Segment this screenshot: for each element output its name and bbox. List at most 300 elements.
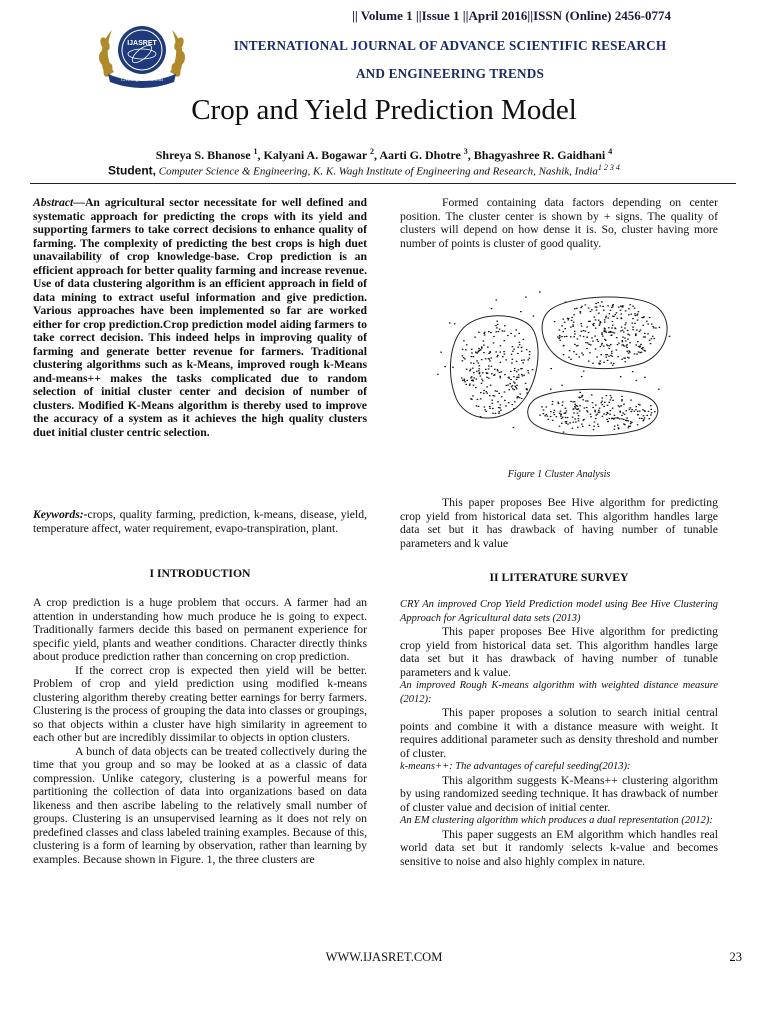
cluster-point bbox=[637, 341, 639, 342]
cluster-point bbox=[652, 336, 654, 337]
cluster-point bbox=[529, 351, 531, 352]
cluster-point bbox=[612, 321, 614, 322]
cluster-point bbox=[599, 412, 601, 413]
cluster-point bbox=[478, 406, 480, 407]
cluster-point bbox=[564, 336, 566, 337]
cluster-point bbox=[573, 351, 575, 352]
entry-title: k-means++: The advantages of careful seeding(2013): bbox=[400, 761, 631, 772]
cluster-point bbox=[581, 331, 583, 332]
cluster-point bbox=[647, 323, 649, 324]
cluster-point bbox=[586, 326, 588, 327]
cluster-point bbox=[608, 332, 610, 333]
cluster-point bbox=[610, 362, 612, 363]
cluster-point bbox=[525, 383, 527, 384]
cluster-point bbox=[502, 330, 504, 331]
cluster-point bbox=[590, 416, 592, 417]
cluster-point bbox=[643, 415, 645, 416]
cluster-point bbox=[480, 375, 482, 376]
cluster-point bbox=[629, 426, 631, 427]
cluster-point bbox=[512, 404, 514, 405]
cluster-point bbox=[480, 416, 482, 417]
cluster-point bbox=[510, 371, 512, 372]
cluster-point bbox=[499, 407, 501, 408]
cluster-point bbox=[606, 419, 608, 420]
cluster-point bbox=[597, 302, 599, 303]
cluster-point bbox=[499, 329, 501, 330]
cluster-point bbox=[516, 385, 518, 386]
cluster-point bbox=[512, 351, 514, 352]
cluster-point bbox=[532, 369, 534, 370]
cluster-point bbox=[565, 408, 567, 409]
cluster-point bbox=[511, 363, 513, 364]
cluster-point bbox=[560, 414, 562, 415]
cluster-point bbox=[563, 345, 565, 346]
cluster-point bbox=[625, 340, 627, 341]
cluster-point bbox=[605, 317, 607, 318]
cluster-point bbox=[567, 319, 569, 320]
cluster-point bbox=[566, 336, 568, 337]
cluster-point bbox=[612, 400, 614, 401]
cluster-point bbox=[630, 304, 632, 305]
cluster-point bbox=[610, 344, 612, 345]
cluster-point bbox=[481, 346, 483, 347]
entry-text: This paper proposes a solution to search initial central points and combine it with a distance measure with weight. It requires additional parameter such as density threshold and number of cluster. bbox=[400, 706, 718, 760]
cluster-point bbox=[560, 416, 562, 417]
cluster-point bbox=[489, 395, 491, 396]
cluster-point bbox=[561, 418, 563, 419]
right-paragraph bbox=[400, 496, 718, 550]
cluster-point bbox=[578, 397, 580, 398]
cluster-point bbox=[526, 389, 528, 390]
cluster-point bbox=[437, 374, 439, 375]
affiliation-text: Computer Science & Engineering, K. K. Wagh Institute of Engineering and Research, Nashik, India bbox=[158, 165, 598, 178]
cluster-point bbox=[585, 342, 587, 343]
cluster-point bbox=[479, 368, 481, 369]
affiliation bbox=[108, 163, 748, 178]
cluster-point bbox=[521, 398, 523, 399]
cluster-point bbox=[520, 368, 522, 369]
cluster-point bbox=[487, 347, 489, 348]
cluster-point bbox=[612, 356, 614, 357]
cluster-point bbox=[504, 400, 506, 401]
cluster-point bbox=[504, 340, 506, 341]
cluster-point bbox=[620, 310, 622, 311]
cluster-point bbox=[567, 424, 569, 425]
cluster-point bbox=[614, 429, 616, 430]
cluster-point bbox=[608, 356, 610, 357]
cluster-point bbox=[548, 419, 550, 420]
cluster-point bbox=[483, 340, 485, 341]
cluster-point bbox=[631, 422, 633, 423]
cluster-point bbox=[622, 337, 624, 338]
student-label: Student, bbox=[108, 163, 156, 178]
cluster-point bbox=[621, 415, 623, 416]
cluster-point bbox=[625, 410, 627, 411]
cluster-point bbox=[625, 310, 627, 311]
cluster-point bbox=[628, 357, 630, 358]
cluster-point bbox=[504, 353, 506, 354]
cluster-point bbox=[488, 331, 490, 332]
cluster-point bbox=[471, 380, 473, 381]
cluster-point bbox=[528, 372, 530, 373]
cluster-point bbox=[552, 404, 554, 405]
cluster-point bbox=[578, 418, 580, 419]
cluster-point bbox=[488, 368, 490, 369]
cluster-point bbox=[486, 377, 488, 378]
cluster-point bbox=[620, 405, 622, 406]
entry-title: An EM clustering algorithm which produces a dual representation (2012): bbox=[400, 815, 713, 826]
cluster-point bbox=[594, 336, 596, 337]
cluster-point bbox=[511, 386, 513, 387]
page-number: 23 bbox=[729, 950, 742, 964]
cluster-point bbox=[588, 332, 590, 333]
cluster-point bbox=[504, 391, 506, 392]
cluster-point bbox=[488, 365, 490, 366]
cluster-point bbox=[572, 324, 574, 325]
cluster-point bbox=[498, 413, 500, 414]
cluster-point bbox=[617, 318, 619, 319]
cluster-point bbox=[618, 343, 620, 344]
cluster-point bbox=[550, 416, 552, 417]
cluster-point bbox=[606, 395, 608, 396]
cluster-point bbox=[552, 420, 554, 421]
cluster-point bbox=[560, 411, 562, 412]
cluster-point bbox=[486, 391, 488, 392]
cluster-point bbox=[516, 371, 518, 372]
cluster-point bbox=[506, 385, 508, 386]
cluster-point bbox=[517, 347, 519, 348]
cluster-point bbox=[591, 337, 593, 338]
cluster-point bbox=[601, 401, 603, 402]
cluster-point bbox=[481, 379, 483, 380]
cluster-point bbox=[488, 353, 490, 354]
cluster-point bbox=[465, 384, 467, 385]
author-index: 3 bbox=[463, 147, 468, 156]
cluster-point bbox=[462, 380, 464, 381]
cluster-point bbox=[601, 343, 603, 344]
cluster-point bbox=[568, 357, 570, 358]
cluster-point bbox=[496, 391, 498, 392]
cluster-point bbox=[592, 402, 594, 403]
cluster-point bbox=[606, 357, 608, 358]
author-name: Kalyani A. Bogawar bbox=[263, 148, 367, 162]
cluster-point bbox=[454, 323, 456, 324]
cluster-point bbox=[500, 362, 502, 363]
cluster-point bbox=[598, 426, 600, 427]
cluster-point bbox=[523, 359, 525, 360]
cluster-point bbox=[606, 354, 608, 355]
cluster-point bbox=[624, 328, 626, 329]
cluster-point bbox=[654, 338, 656, 339]
cluster-point bbox=[559, 413, 561, 414]
cluster-point bbox=[482, 372, 484, 373]
journal-name-line-1: INTERNATIONAL JOURNAL OF ADVANCE SCIENTIFIC RESEARCH bbox=[233, 38, 667, 53]
cluster-point bbox=[475, 387, 477, 388]
cluster-point bbox=[513, 427, 515, 428]
cluster-point bbox=[514, 401, 516, 402]
cluster-point bbox=[611, 327, 613, 328]
cluster-point bbox=[576, 345, 578, 346]
cluster-point bbox=[639, 331, 641, 332]
cluster-point bbox=[575, 407, 577, 408]
author-index: 1 bbox=[253, 147, 258, 156]
cluster-point bbox=[565, 421, 567, 422]
affiliation-index: 1 2 3 4 bbox=[597, 163, 620, 172]
cluster-point bbox=[611, 353, 613, 354]
cluster-point bbox=[628, 314, 630, 315]
cluster-point bbox=[638, 404, 640, 405]
cluster-point bbox=[444, 366, 446, 367]
cluster-point bbox=[489, 406, 491, 407]
cluster-point bbox=[623, 419, 625, 420]
cluster-point bbox=[610, 331, 612, 332]
cluster-point bbox=[617, 344, 619, 345]
cluster-point bbox=[473, 356, 475, 357]
cluster-point bbox=[508, 389, 510, 390]
cluster-point bbox=[580, 311, 582, 312]
cluster-point bbox=[636, 354, 638, 355]
cluster-point bbox=[492, 403, 494, 404]
cluster-point bbox=[626, 420, 628, 421]
cluster-point bbox=[628, 426, 630, 427]
cluster-point bbox=[632, 329, 634, 330]
cluster-point bbox=[561, 423, 563, 424]
cluster-point bbox=[624, 358, 626, 359]
cluster-point bbox=[640, 344, 642, 345]
cluster-point bbox=[599, 323, 601, 324]
cluster-point bbox=[565, 302, 567, 303]
cluster-point bbox=[624, 338, 626, 339]
cluster-point bbox=[526, 388, 528, 389]
cluster-point bbox=[609, 418, 611, 419]
cluster-point bbox=[583, 336, 585, 337]
cluster-point bbox=[586, 348, 588, 349]
cluster-point bbox=[611, 397, 613, 398]
cluster-point bbox=[493, 336, 495, 337]
cluster-point bbox=[572, 401, 574, 402]
cluster-point bbox=[496, 331, 498, 332]
cluster-point bbox=[658, 389, 660, 390]
cluster-point bbox=[473, 363, 475, 364]
cluster-point bbox=[589, 352, 591, 353]
cluster-point bbox=[470, 377, 472, 378]
cluster-point bbox=[481, 359, 483, 360]
author-index: 2 bbox=[370, 147, 374, 156]
cluster-point bbox=[504, 331, 506, 332]
cluster-point bbox=[592, 407, 594, 408]
cluster-point bbox=[591, 394, 593, 395]
cluster-point bbox=[480, 349, 482, 350]
cluster-point bbox=[596, 307, 598, 308]
cluster-point bbox=[637, 314, 639, 315]
cluster-point bbox=[577, 427, 579, 428]
issue-info: || Volume 1 ||Issue 1 ||April 2016||ISSN (Online) 2456-0774 bbox=[352, 8, 672, 23]
cluster-point bbox=[636, 329, 638, 330]
author-name: Aarti G. Dhotre bbox=[379, 148, 461, 162]
cluster-point bbox=[503, 351, 505, 352]
cluster-point bbox=[559, 340, 561, 341]
cluster-point bbox=[489, 360, 491, 361]
cluster-point bbox=[513, 389, 515, 390]
cluster-point bbox=[512, 359, 514, 360]
cluster-point bbox=[563, 354, 565, 355]
cluster-point bbox=[600, 354, 602, 355]
cluster-point bbox=[630, 407, 632, 408]
cluster-point bbox=[478, 348, 480, 349]
cluster-point bbox=[588, 321, 590, 322]
cluster-point bbox=[471, 356, 473, 357]
cluster-point bbox=[622, 340, 624, 341]
cluster-point bbox=[517, 353, 519, 354]
cluster-point bbox=[440, 352, 442, 353]
cluster-point bbox=[570, 359, 572, 360]
cluster-point bbox=[627, 330, 629, 331]
cluster-point bbox=[650, 343, 652, 344]
cluster-point bbox=[472, 395, 474, 396]
cluster-point bbox=[523, 339, 525, 340]
cluster-point bbox=[615, 328, 617, 329]
cluster-point bbox=[529, 358, 531, 359]
cluster-point bbox=[625, 361, 627, 362]
cluster-point bbox=[581, 353, 583, 354]
cluster-point bbox=[572, 428, 574, 429]
cluster-point bbox=[604, 331, 606, 332]
cluster-point bbox=[515, 387, 517, 388]
cluster-point bbox=[594, 317, 596, 318]
cluster-point bbox=[496, 321, 498, 322]
cluster-point bbox=[577, 406, 579, 407]
cluster-point bbox=[608, 348, 610, 349]
cluster-point bbox=[562, 401, 564, 402]
cluster-point bbox=[539, 415, 541, 416]
cluster-point bbox=[634, 313, 636, 314]
cluster-point bbox=[539, 291, 541, 292]
intro-paragraph: A bunch of data objects can be treated collectively during the time that you group and so may be looked at as a classic of data compression. Unlike category, clustering is a powerful means for partitioning the collection of data into organizations based on data likeness and then ascribe labeling to the relatively small number of groups. Clustering is an unsupervised learning as it does not rely on predefined classes and class labeled training examples. Because of this, clustering is a form of learning by observation, rather than learning by examples. Because shown in Figure. 1, the three clusters are bbox=[33, 744, 367, 866]
cluster-point bbox=[596, 310, 598, 311]
cluster-point bbox=[462, 349, 464, 350]
cluster-point bbox=[577, 338, 579, 339]
cluster-point bbox=[639, 410, 641, 411]
cluster-point bbox=[582, 399, 584, 400]
cluster-point bbox=[497, 355, 499, 356]
cluster-point bbox=[552, 401, 554, 402]
cluster-point bbox=[629, 351, 631, 352]
cluster-point bbox=[507, 335, 509, 336]
cluster-point bbox=[501, 371, 503, 372]
cluster-point bbox=[554, 414, 556, 415]
cluster-point bbox=[604, 319, 606, 320]
cluster-point bbox=[557, 336, 559, 337]
cluster-point bbox=[583, 371, 585, 372]
cluster-point bbox=[508, 377, 510, 378]
cluster-point bbox=[649, 340, 651, 341]
author-name: Bhagyashree R. Gaidhani bbox=[473, 148, 606, 162]
cluster-point bbox=[640, 329, 642, 330]
cluster-point bbox=[505, 405, 507, 406]
cluster-point bbox=[594, 411, 596, 412]
cluster-point bbox=[495, 351, 497, 352]
cluster-point bbox=[602, 416, 604, 417]
cluster-point bbox=[486, 386, 488, 387]
cluster-point bbox=[601, 402, 603, 403]
cluster-point bbox=[512, 385, 514, 386]
cluster-point bbox=[628, 308, 630, 309]
cluster-point bbox=[558, 403, 560, 404]
cluster-description: Formed containing data factors depending on center position. The cluster center is shown by + signs. The quality of clusters will depend on how dense it is. So, cluster having more number of points is cluster of good quality. bbox=[400, 196, 718, 250]
cluster-point bbox=[571, 320, 573, 321]
cluster-point bbox=[563, 331, 565, 332]
cluster-point bbox=[559, 426, 561, 427]
cluster-point bbox=[603, 406, 605, 407]
cluster-point bbox=[574, 333, 576, 334]
cluster-point bbox=[496, 356, 498, 357]
abstract bbox=[33, 196, 367, 439]
cluster-point bbox=[485, 411, 487, 412]
cluster-point bbox=[612, 332, 614, 333]
cluster-point bbox=[462, 355, 464, 356]
cluster-point bbox=[484, 406, 486, 407]
cluster-point bbox=[567, 318, 569, 319]
cluster-point bbox=[637, 424, 639, 425]
cluster-point bbox=[581, 306, 583, 307]
cluster-point bbox=[622, 412, 624, 413]
cluster-point bbox=[464, 379, 466, 380]
cluster-point bbox=[606, 316, 608, 317]
cluster-point bbox=[484, 409, 486, 410]
cluster-point bbox=[607, 360, 609, 361]
cluster-point bbox=[553, 412, 555, 413]
cluster-point bbox=[513, 376, 515, 377]
cluster-point bbox=[488, 378, 490, 379]
cluster-point bbox=[587, 400, 589, 401]
cluster-point bbox=[621, 344, 623, 345]
cluster-point bbox=[477, 399, 479, 400]
cluster-point bbox=[517, 397, 519, 398]
cluster-point bbox=[484, 334, 486, 335]
cluster-point bbox=[469, 384, 471, 385]
cluster-point bbox=[476, 360, 478, 361]
cluster-point bbox=[582, 395, 584, 396]
cluster-point bbox=[562, 417, 564, 418]
cluster-point bbox=[612, 306, 614, 307]
cluster-point bbox=[601, 332, 603, 333]
cluster-point bbox=[495, 390, 497, 391]
cluster-point bbox=[491, 357, 493, 358]
cluster-point bbox=[513, 408, 515, 409]
abstract-label: Abstract bbox=[33, 196, 74, 209]
cluster-point bbox=[621, 359, 623, 360]
cluster-point bbox=[463, 357, 465, 358]
cluster-point bbox=[621, 396, 623, 397]
cluster-point bbox=[519, 342, 521, 343]
cluster-point bbox=[573, 336, 575, 337]
cluster-point bbox=[516, 388, 518, 389]
cluster-point bbox=[626, 417, 628, 418]
cluster-point bbox=[622, 306, 624, 307]
cluster-point bbox=[638, 311, 640, 312]
cluster-point bbox=[598, 320, 600, 321]
cluster-point bbox=[629, 334, 631, 335]
cluster-point bbox=[604, 402, 606, 403]
cluster-point bbox=[654, 411, 656, 412]
cluster-point bbox=[589, 425, 591, 426]
cluster-analysis-figure bbox=[420, 290, 682, 440]
cluster-point bbox=[578, 415, 580, 416]
cluster-point bbox=[643, 419, 645, 420]
cluster-point bbox=[621, 399, 623, 400]
cluster-point bbox=[493, 342, 495, 343]
cluster-point bbox=[580, 307, 582, 308]
